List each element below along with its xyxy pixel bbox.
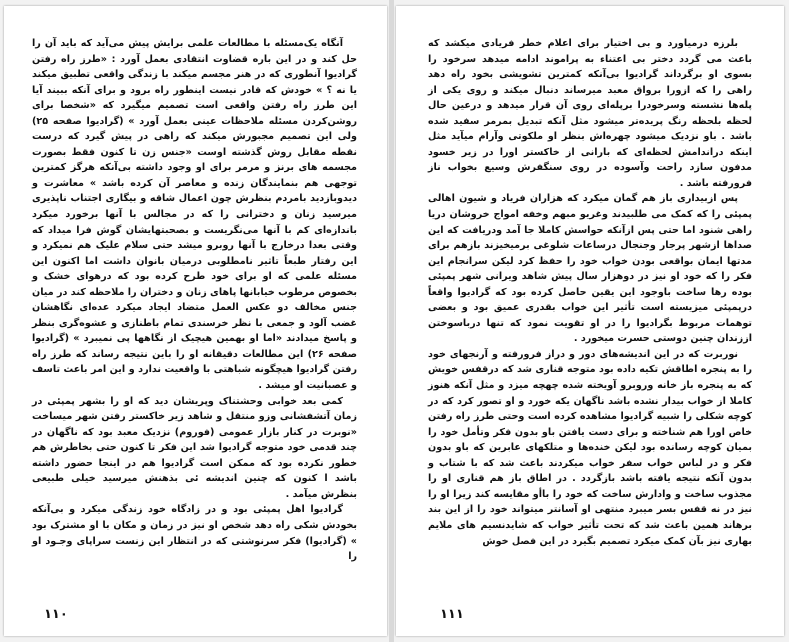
page-number: ۱۱۱ <box>440 607 464 622</box>
right-page <box>396 6 784 636</box>
paragraph: آنگاه یک‌مسئله با مطالعات علمی برایش پیش می‌آید که باید آن‌ را حل کند و در این باره قضاوت انتقادی بعمل آورد : «طرز راه رفتن گرادیوا آنطوری که در هنر مجسم میکند با زندگی واقعی تطبیق میکند یا نه ؟ » خودش که قادر نیست اینطور راه برود و برای آنکه ببیند آیا این طرز راه رفتن واقعی است تصمیم میگیرد که «شخصا برای روشن‌کردن مسئله ملاحظات عینی بعمل آورد » (گرادیوا صفحه ۲۵) ولی این تصمیم مجبورش میکند که راهی در پیش گیرد که درست نقطه مقابل روش گذشته اوست «جنس زن تا کنون فقط بصورت مجسمه های برنز و مرمر برای او وجود داشته بی‌آنکه هرگز کمترین توجهی هم بنمایندگان زنده و معاصر آن کرده باشد » معاشرت و دیدوبازدید بامردم بنظرش چون اعمال شاقه و بیگاری اجتناب ناپذیری میرسید زنان و دخترانی را که در مجالس با آنها برخورد میکرد بانداز‌ه‌ای کم با آنها می‌نگریست و بصحبتهایشان گوش فرا میداد که وقتی بعدا درخارج با آنها روبرو میشد حتی سلام علیک هم نمیکرد و این رفتار طبعاً تاثیر نامطلوبی درمیان بانوان داشت اما اکنون این مسئله علمی که او برای خود طرح کرده بود که درهوای خشک و بخصوص مرطوب خیابانها پاهای زنان و دختران را ملاحظه کند در میان جنس مخالف دو عکس العمل متضاد ایجاد میکرد عده‌ای نگاهشان غضب آلود و جمعی با نظر خرسندی تمام باطنازی و عشوه‌گری بنظر و پاسخ میدادند «اما او بهمین هیچیک از نگاهها پی نمیبرد » (گرادیوا صفحه ۲۶) این مطالعات دقیقانه او را باین نتیجه رساند که طرز راه رفتن گرادیوا هیچگونه شباهتی با واقعیت ندارد و این امر باعث تاسف و عصبانیت او میشد . <box>32 38 358 392</box>
left-page-text <box>32 36 357 565</box>
paragraph: کمی بعد خوابی وحشتناک وپریشان دید که او را بشهر پمپئی در زمان آتشفشانی وزو منتقل و شاهد زیر خاکستر رفتن شهر میساخت «نوبرت در کنار بازار عمومی (فوروم) نزدیک معبد بود که ناگهان در چند قدمی خود متوجه گرادیوا شد این فکر تا کنون حتی بخاطرش هم خطور نکرده بود که ممکن است گرادیوا هم در اینجا حضور داشته باشد ا کنون که چنین اندیشه ئی بذهنش میرسید خیلی طبیعی بنظرش میآمد . <box>32 395 357 500</box>
left-page <box>4 6 387 636</box>
paragraph: بلرزه درمیاورد و بی اختیار برای اعلام خطر فریادی میکشد که باعث می گردد دختر بی اعتناء به پراموند ادامه میدهد سرخود را بسوی او برگرداند گرادیوا بی‌آنکه کمترین تشویشی بخود راه دهد راهی را که ازورا برواق معبد میرساند دنبال میکند و روی یکی از پله‌ها نشسته وسرخودرا برپله‌ای روی آن قرار میدهد و درعین حال لحظه بلحظه رنگ پریده‌تر میشود مثل آنکه تبدیل بمرمر سفید شده باشد . باو نزدیک میشود چهره‌اش بنظر او ملکوتی وآرام میآید مثل اینکه دراندامش لحظه‌ای که بارانی از خاکستر اورا در زیر خسود مدفون سازد راحت وآسوده در روی سنگفرش وسیع بخواب ناز فرورفته باشد . <box>428 38 752 189</box>
right-page-text <box>428 36 752 549</box>
paragraph: نوربرت که در این اندیشه‌های دور و دراز فرورفته و آرنجهای خود را به پنجره اطاقش تکیه داده بود متوجه قناری شد که درقفس خویش که به پنجره باز خانه وروبرو آویخته شده چهچه میزد و مثل آنکه هنوز کاملا از خواب بیدار نشده باشد ناگهان یکه خورد و او تصور کرد که در کوچه شکلی را شبیه گرادیوا مشاهده کرده است وحتی طرز راه رفتن خاص اورا هم شناخته و برای دست یافتن باو بدون فکر وتأمل خود را بمیان کوچه رسانده بود لیکن خنده‌ها و متلکهای عابرین که باو بدون فکر و در لباس خواب سفر خواب میکردند باعث شد که با شتاب و بدون آنکه نتیجه یافته باشد بازگردد . در اطاق باز هم قناری او را مجذوب ساخت و وادارش ساخت که خود را باأو مقایسه کند زیرا او را نیز در نه قفس بسر میبرد منتهی او آسانتر میتواند خود را از این بند برهاند همین باعث شد که تحت تأثیر خواب که شایدنسیم های ملایم بهاری نیز بآن کمک میکرد تصمیم بگیرد در این فصل خوش <box>428 348 752 547</box>
page-number: ۱۱۰ <box>44 607 68 622</box>
paragraph: پس ازبیداری باز هم گمان میکرد که هزاران فریاد و شیون اهالی پمپئی را که کمک می طلبیدند وغریو مبهم وخفه امواج خروشان دریا راهی شنود اما حتی پس ازآنکه حواسش کاملا جا آمد ودریافت که این صداها ازشهر پرجار وجنجال درساعات شلوغی برمیخیزند بازهم برای مدتها ایمان بواقعی بودن خواب خود را حفظ کرد لیکن سرانجام این فکر را که خود او نیز در دوهزار سال پیش شاهد ویرانی شهر پمپئی بوده رها ساخت باوجود این یقین حاصل کرده بود که گرادیوا واقعاً درپمپئی میزیسته است تأثیر این خواب بقدری عمیق بود و بعضی توهمات مربوط بگرادیوا را در او تقویت نمود که تنها درباسوختن اززندان چنین دوستی حسرت میخورد . <box>428 193 752 345</box>
book-gutter <box>389 0 394 642</box>
paragraph: گرادیوا اهل پمپئی بود و در زادگاه خود زندگی میکرد و بی‌آنکه بخودش شکی راه دهد شخص او نیز در زمان و مکان با او مشترک بود » (گرادیوا) فکر سرنوشتی که در انتظار این زنست سراپای وجـود او را <box>32 504 357 563</box>
